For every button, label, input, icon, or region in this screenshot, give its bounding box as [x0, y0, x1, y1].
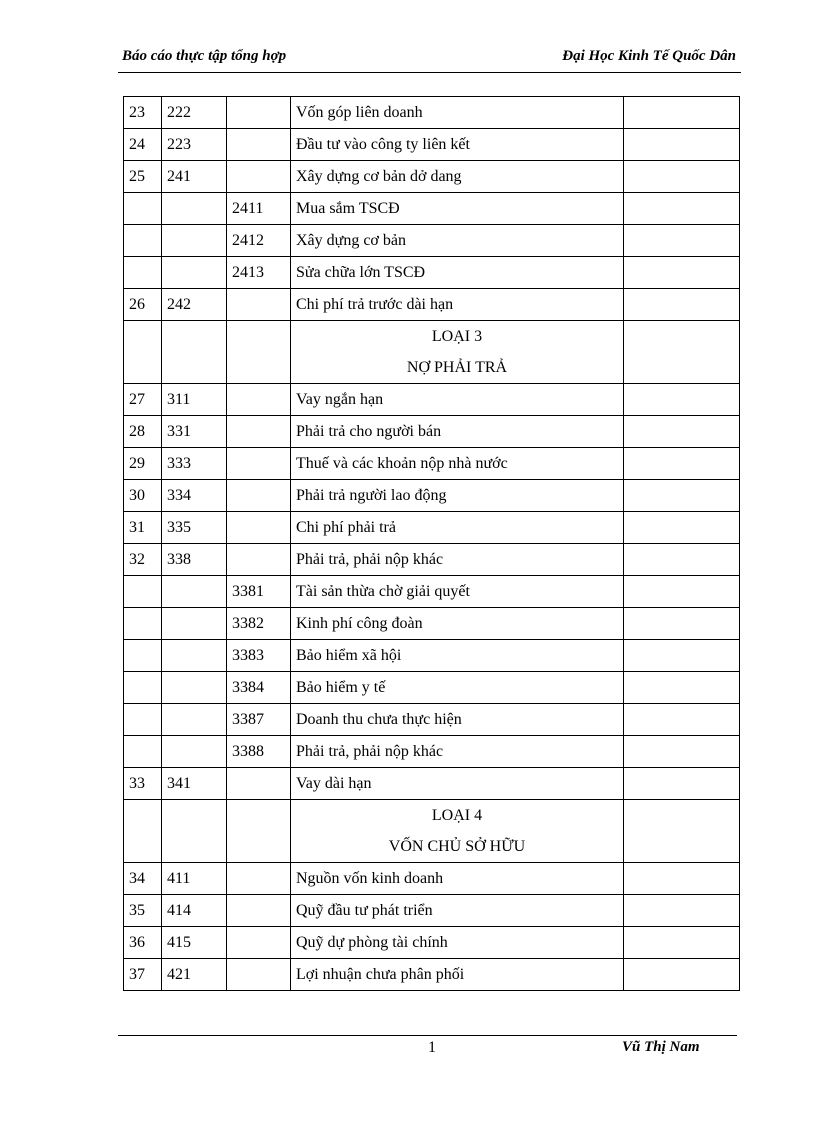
account-name-cell: Chi phí phải trả: [291, 512, 624, 544]
level1-account-cell: [162, 257, 227, 289]
level1-account-cell: 338: [162, 544, 227, 576]
level1-account-cell: [162, 704, 227, 736]
row-number-cell: 32: [124, 544, 162, 576]
account-row: [124, 257, 740, 289]
note-cell: [624, 321, 740, 384]
level1-account-cell: 223: [162, 129, 227, 161]
table-body: [124, 97, 740, 991]
level1-account-cell: 242: [162, 289, 227, 321]
account-name-cell: Lợi nhuận chưa phân phối: [291, 959, 624, 991]
section-heading-cell: [291, 800, 624, 863]
empty-cell: [227, 321, 291, 384]
account-name-cell: Tài sản thừa chờ giải quyết: [291, 576, 624, 608]
empty-cell: [227, 800, 291, 863]
row-number-cell: 27: [124, 384, 162, 416]
account-name-cell: Quỹ dự phòng tài chính: [291, 927, 624, 959]
header-report-title: Báo cáo thực tập tổng hợp: [122, 48, 287, 64]
account-row: [124, 576, 740, 608]
level1-account-cell: 411: [162, 863, 227, 895]
account-row: [124, 736, 740, 768]
note-cell: [624, 959, 740, 991]
page-number: 1: [428, 1039, 436, 1056]
row-number-cell: [124, 193, 162, 225]
level1-account-cell: 414: [162, 895, 227, 927]
level2-account-cell: [227, 416, 291, 448]
level1-account-cell: [162, 193, 227, 225]
note-cell: [624, 672, 740, 704]
empty-cell: [124, 321, 162, 384]
level1-account-cell: 311: [162, 384, 227, 416]
note-cell: [624, 129, 740, 161]
level2-account-cell: 3384: [227, 672, 291, 704]
page-header: [122, 46, 736, 70]
level2-account-cell: [227, 480, 291, 512]
level2-account-cell: [227, 289, 291, 321]
account-name-cell: Vay dài hạn: [291, 768, 624, 800]
row-number-cell: 36: [124, 927, 162, 959]
section-type-label: LOẠI 4: [431, 807, 483, 824]
note-cell: [624, 97, 740, 129]
account-name-cell: Vay ngắn hạn: [291, 384, 624, 416]
row-number-cell: 33: [124, 768, 162, 800]
account-row: [124, 416, 740, 448]
account-row: [124, 608, 740, 640]
level2-account-cell: 3388: [227, 736, 291, 768]
level2-account-cell: [227, 161, 291, 193]
level2-account-cell: [227, 863, 291, 895]
account-name-cell: Bảo hiểm y tế: [291, 672, 624, 704]
row-number-cell: 25: [124, 161, 162, 193]
level1-account-cell: [162, 640, 227, 672]
level2-account-cell: [227, 129, 291, 161]
level2-account-cell: [227, 97, 291, 129]
level2-account-cell: 3381: [227, 576, 291, 608]
row-number-cell: 35: [124, 895, 162, 927]
account-name-cell: Mua sắm TSCĐ: [291, 193, 624, 225]
account-row: [124, 672, 740, 704]
account-row: [124, 544, 740, 576]
note-cell: [624, 704, 740, 736]
note-cell: [624, 895, 740, 927]
level1-account-cell: 333: [162, 448, 227, 480]
account-name-cell: Nguồn vốn kinh doanh: [291, 863, 624, 895]
account-name-cell: Xây dựng cơ bản: [291, 225, 624, 257]
section-heading-cell: [291, 321, 624, 384]
note-cell: [624, 736, 740, 768]
level1-account-cell: 415: [162, 927, 227, 959]
row-number-cell: [124, 672, 162, 704]
note-cell: [624, 927, 740, 959]
row-number-cell: 34: [124, 863, 162, 895]
note-cell: [624, 768, 740, 800]
level1-account-cell: [162, 576, 227, 608]
level2-account-cell: 3382: [227, 608, 291, 640]
level1-account-cell: 241: [162, 161, 227, 193]
note-cell: [624, 416, 740, 448]
account-name-cell: Sửa chữa lớn TSCĐ: [291, 257, 624, 289]
account-row: [124, 384, 740, 416]
level1-account-cell: 341: [162, 768, 227, 800]
account-row: [124, 193, 740, 225]
note-cell: [624, 512, 740, 544]
account-name-cell: Phải trả cho người bán: [291, 416, 624, 448]
row-number-cell: [124, 576, 162, 608]
account-row: [124, 863, 740, 895]
level2-account-cell: 2412: [227, 225, 291, 257]
level2-account-cell: [227, 544, 291, 576]
account-name-cell: Chi phí trả trước dài hạn: [291, 289, 624, 321]
account-row: [124, 768, 740, 800]
empty-cell: [162, 800, 227, 863]
section-type-label: LOẠI 3: [431, 328, 483, 345]
account-row: [124, 512, 740, 544]
account-row: [124, 448, 740, 480]
empty-cell: [124, 800, 162, 863]
account-name-cell: Kinh phí công đoàn: [291, 608, 624, 640]
row-number-cell: 31: [124, 512, 162, 544]
note-cell: [624, 863, 740, 895]
account-row: [124, 480, 740, 512]
level1-account-cell: 222: [162, 97, 227, 129]
chart-of-accounts-table: [123, 96, 740, 991]
account-row: [124, 289, 740, 321]
account-row: [124, 161, 740, 193]
account-row: [124, 959, 740, 991]
note-cell: [624, 480, 740, 512]
level1-account-cell: 421: [162, 959, 227, 991]
level2-account-cell: [227, 384, 291, 416]
row-number-cell: 30: [124, 480, 162, 512]
note-cell: [624, 193, 740, 225]
level1-account-cell: [162, 736, 227, 768]
account-name-cell: Bảo hiểm xã hội: [291, 640, 624, 672]
account-row: [124, 895, 740, 927]
level2-account-cell: 3383: [227, 640, 291, 672]
note-cell: [624, 544, 740, 576]
row-number-cell: [124, 608, 162, 640]
note-cell: [624, 576, 740, 608]
level1-account-cell: 331: [162, 416, 227, 448]
account-name-cell: Doanh thu chưa thực hiện: [291, 704, 624, 736]
level2-account-cell: [227, 448, 291, 480]
empty-cell: [162, 321, 227, 384]
account-name-cell: Phải trả người lao động: [291, 480, 624, 512]
level1-account-cell: [162, 225, 227, 257]
section-title: VỐN CHỦ SỞ HỮU: [388, 838, 526, 855]
note-cell: [624, 225, 740, 257]
note-cell: [624, 384, 740, 416]
note-cell: [624, 608, 740, 640]
account-name-cell: Phải trả, phải nộp khác: [291, 544, 624, 576]
account-row: [124, 704, 740, 736]
note-cell: [624, 289, 740, 321]
account-name-cell: Quỹ đầu tư phát triển: [291, 895, 624, 927]
account-name-cell: Đầu tư vào công ty liên kết: [291, 129, 624, 161]
row-number-cell: 23: [124, 97, 162, 129]
note-cell: [624, 257, 740, 289]
row-number-cell: 24: [124, 129, 162, 161]
row-number-cell: 28: [124, 416, 162, 448]
row-number-cell: [124, 225, 162, 257]
note-cell: [624, 161, 740, 193]
section-title: NỢ PHẢI TRẢ: [406, 359, 508, 376]
section-row: [124, 800, 740, 863]
account-row: [124, 225, 740, 257]
account-row: [124, 927, 740, 959]
row-number-cell: 26: [124, 289, 162, 321]
section-row: [124, 321, 740, 384]
footer-divider: [118, 1035, 737, 1036]
note-cell: [624, 448, 740, 480]
level2-account-cell: 2411: [227, 193, 291, 225]
level2-account-cell: [227, 512, 291, 544]
row-number-cell: 29: [124, 448, 162, 480]
row-number-cell: [124, 257, 162, 289]
level1-account-cell: [162, 672, 227, 704]
account-name-cell: Xây dựng cơ bản dở dang: [291, 161, 624, 193]
account-row: [124, 129, 740, 161]
row-number-cell: [124, 736, 162, 768]
header-university: Đại Học Kinh Tế Quốc Dân: [562, 48, 736, 64]
level2-account-cell: [227, 768, 291, 800]
level1-account-cell: 335: [162, 512, 227, 544]
account-name-cell: Vốn góp liên doanh: [291, 97, 624, 129]
row-number-cell: [124, 704, 162, 736]
note-cell: [624, 800, 740, 863]
level2-account-cell: [227, 959, 291, 991]
account-name-cell: Thuế và các khoản nộp nhà nước: [291, 448, 624, 480]
level1-account-cell: 334: [162, 480, 227, 512]
header-divider: [118, 72, 741, 73]
level2-account-cell: [227, 895, 291, 927]
row-number-cell: [124, 640, 162, 672]
level2-account-cell: [227, 927, 291, 959]
account-row: [124, 97, 740, 129]
level1-account-cell: [162, 608, 227, 640]
level2-account-cell: 3387: [227, 704, 291, 736]
account-name-cell: Phải trả, phải nộp khác: [291, 736, 624, 768]
footer-author: Vũ Thị Nam: [622, 1039, 700, 1055]
note-cell: [624, 640, 740, 672]
account-row: [124, 640, 740, 672]
level2-account-cell: 2413: [227, 257, 291, 289]
row-number-cell: 37: [124, 959, 162, 991]
